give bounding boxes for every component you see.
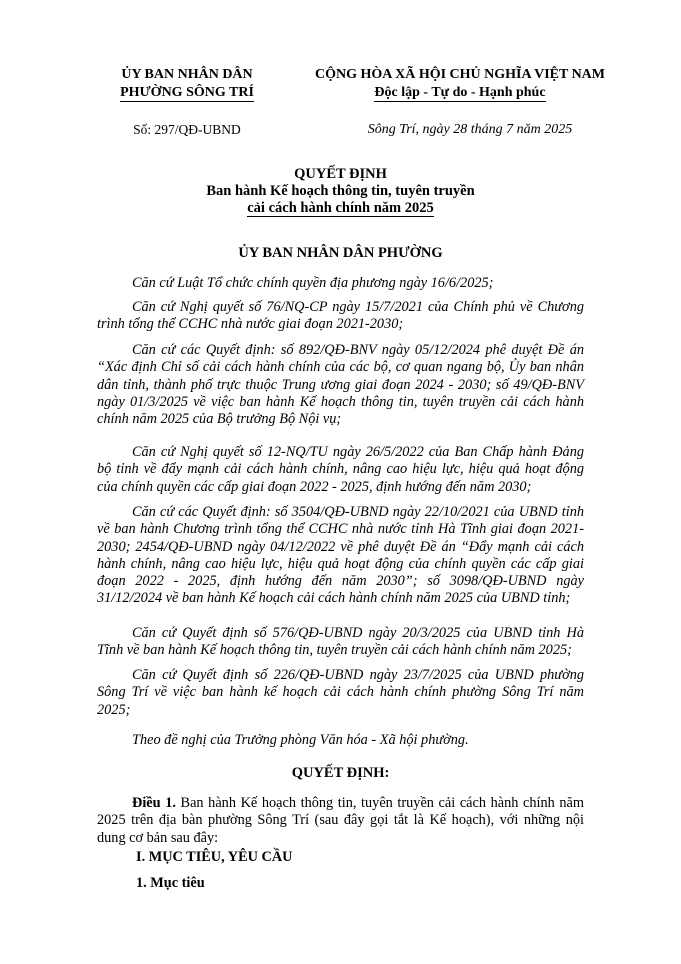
agency-name-line1: ỦY BAN NHÂN DÂN bbox=[121, 67, 253, 82]
preamble-item: Theo đề nghị của Trưởng phòng Văn hóa - Xã hội phường. bbox=[132, 732, 469, 748]
title-line3: cải cách hành chính năm 2025 bbox=[247, 200, 434, 216]
place-date: Sông Trí, ngày 28 tháng 7 năm 2025 bbox=[367, 122, 573, 137]
preamble-item: Căn cứ Nghị quyết số 76/NQ-CP ngày 15/7/2021 của Chính phủ về Chương trình tổng thể CCHC nhà nước giai đoạn 2021-2030; bbox=[97, 299, 584, 333]
title-line1: QUYẾT ĐỊNH bbox=[294, 166, 387, 182]
article-1-label: Điều 1. bbox=[132, 795, 176, 811]
preamble-item: Căn cứ Quyết định số 226/QĐ-UBND ngày 23/7/2025 của UBND phường Sông Trí về việc ban hành kế hoạch cải cách hành chính phường Sông Trí năm 2025; bbox=[97, 667, 584, 718]
decision-heading: QUYẾT ĐỊNH: bbox=[291, 765, 390, 781]
title-line2: Ban hành Kế hoạch thông tin, tuyên truyền bbox=[206, 183, 475, 199]
preamble-item: Căn cứ các Quyết định: số 892/QĐ-BNV ngày 05/12/2024 phê duyệt Đề án “Xác định Chỉ số cải cách hành chính của các bộ, cơ quan ngang bộ, Ủy ban nhân dân tỉnh, thành phố trực thuộc Trung ương giai đoạn 2024 - 2030; số 49/QĐ-BNV ngày 01/3/2025 về việc ban hành Kế hoạch thông tin, tuyên truyền cải cách hành chính năm 2025 của Bộ trưởng Bộ Nội vụ; bbox=[97, 342, 584, 428]
section-heading: I. MỤC TIÊU, YÊU CẦU bbox=[136, 849, 293, 865]
preamble-item: Căn cứ các Quyết định: số 3504/QĐ-UBND ngày 22/10/2021 của UBND tỉnh về ban hành Chương trình tổng thể CCHC nhà nước tỉnh Hà Tĩnh giai đoạn 2021-2030; 2454/QĐ-UBND ngày 04/12/2022 về phê duyệt Đề án “Đẩy mạnh cải cách hành chính, nâng cao hiệu lực, hiệu quả hoạt động của chính quyền các cấp giai đoạn 2022 - 2025, định hướng đến năm 2030”; số 3098/QĐ-UBND ngày 31/12/2024 về ban hành Kế hoạch cải cách hành chính năm 2025 của UBND tỉnh; bbox=[97, 504, 584, 607]
agency-name-line2: PHƯỜNG SÔNG TRÍ bbox=[120, 85, 254, 100]
issuing-authority: ỦY BAN NHÂN DÂN PHƯỜNG bbox=[238, 245, 443, 261]
document-number: Số: 297/QĐ-UBND bbox=[133, 122, 241, 137]
document-title bbox=[97, 166, 584, 217]
article-1 bbox=[97, 795, 584, 847]
preamble-item: Căn cứ Nghị quyết số 12-NQ/TU ngày 26/5/2022 của Ban Chấp hành Đảng bộ tỉnh về đẩy mạnh cải cách hành chính, nâng cao hiệu lực, hiệu quả hoạt động của chính quyền các cấp giai đoạn 2022 - 2025, định hướng đến năm 2030; bbox=[97, 444, 584, 495]
article-1-text: Ban hành Kế hoạch thông tin, tuyên truyền cải cách hành chính năm 2025 trên địa bàn phường Sông Trí (sau đây gọi tắt là Kế hoạch), với những nội dung cơ bản sau đây: bbox=[97, 795, 584, 846]
subsection-heading: 1. Mục tiêu bbox=[136, 875, 205, 891]
nation-name: CỘNG HÒA XÃ HỘI CHỦ NGHĨA VIỆT NAM bbox=[314, 67, 605, 82]
national-motto: Độc lập - Tự do - Hạnh phúc bbox=[374, 85, 546, 100]
nation-block bbox=[290, 66, 630, 102]
preamble-item: Căn cứ Quyết định số 576/QĐ-UBND ngày 20/3/2025 của UBND tỉnh Hà Tĩnh về ban hành Kế hoạch thông tin, tuyên truyền cải cách hành chính năm 2025; bbox=[97, 625, 584, 659]
agency-block bbox=[97, 66, 277, 102]
preamble-item: Căn cứ Luật Tổ chức chính quyền địa phương ngày 16/6/2025; bbox=[132, 275, 494, 291]
